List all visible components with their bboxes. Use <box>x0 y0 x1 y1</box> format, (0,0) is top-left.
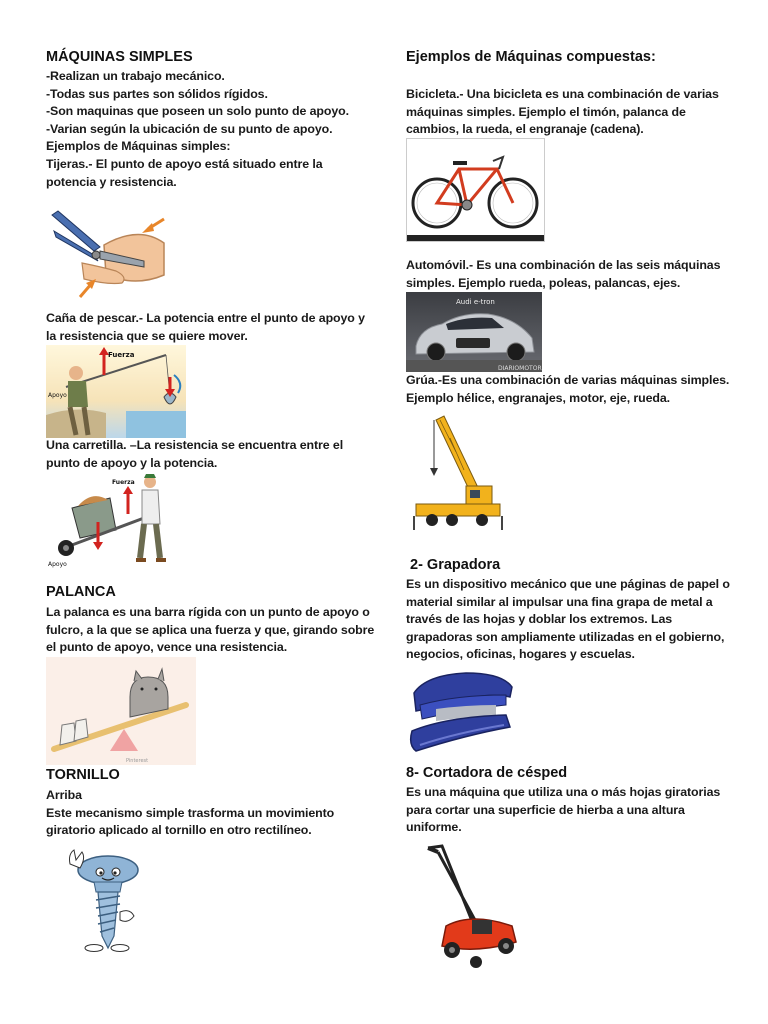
text-line: fulcro, a la que se aplica una fuerza y que, girando sobre <box>46 622 375 637</box>
lever-text <box>46 604 374 657</box>
text-line: Este mecanismo simple trasforma un movimiento <box>46 805 335 820</box>
car-image <box>406 292 542 372</box>
text-line: Grúa.-Es una combinación de varias máquinas simples. <box>406 373 730 387</box>
text-line: Automóvil.- Es una combinación de las seis máquinas <box>406 258 721 272</box>
text-line: potencia y resistencia. <box>46 174 177 189</box>
text-line: -Todas sus partes son sólidos rígidos. <box>46 86 268 101</box>
fishing-support-label: Apoyo <box>48 392 67 399</box>
wheelbarrow-image <box>44 472 174 568</box>
stapler-image <box>406 665 516 760</box>
bike-text <box>406 86 719 139</box>
heading-lever: PALANCA <box>46 584 116 600</box>
text-line: la resistencia que se quiere mover. <box>46 328 248 343</box>
pliers-hand-image <box>44 205 170 301</box>
fishing-force-label: Fuerza <box>108 351 135 359</box>
text-line: -Realizan un trabajo mecánico. <box>46 69 225 83</box>
heading-screw: TORNILLO <box>46 767 120 783</box>
stapler-text <box>406 576 730 664</box>
bicycle-image <box>406 138 545 242</box>
intro-text <box>46 68 349 191</box>
text-line: Caña de pescar.- La potencia entre el punto de apoyo y <box>46 311 365 325</box>
text-line: Ejemplo hélice, engranajes, motor, eje, rueda. <box>406 390 670 405</box>
car-model-label: Audi e-tron <box>456 298 495 306</box>
fishing-text <box>46 310 365 345</box>
car-watermark: DIARIOMOTOR <box>498 365 542 372</box>
text-line: -Varian según la ubicación de su punto de apoyo. <box>46 121 333 136</box>
text-line: punto de apoyo y la potencia. <box>46 455 218 470</box>
lever-image-credit: Pinterest <box>126 758 149 764</box>
text-line: Arriba <box>46 788 82 802</box>
heading-simple-machines: MÁQUINAS SIMPLES <box>46 49 193 65</box>
heading-compound-machines: Ejemplos de Máquinas compuestas: <box>406 49 656 65</box>
text-line: Una carretilla. –La resistencia se encuentra entre el <box>46 438 344 452</box>
mower-text <box>406 784 720 837</box>
heading-lawn-mower: 8- Cortadora de césped <box>406 765 568 781</box>
text-line: negocios, oficinas, hogares y escuelas. <box>406 647 635 662</box>
crane-text <box>406 372 729 407</box>
fishing-rod-image <box>46 345 186 438</box>
wheelbarrow-text <box>46 437 343 472</box>
text-line: cambios, la rueda, el engranaje (cadena). <box>406 122 644 137</box>
wheelbarrow-support-label: Apoyo <box>48 561 67 568</box>
text-line: Tijeras.- El punto de apoyo está situado entre la <box>46 156 323 171</box>
text-line: Es una máquina que utiliza una o más hojas giratorias <box>406 785 721 799</box>
text-line: Es un dispositivo mecánico que une páginas de papel o <box>406 577 730 591</box>
text-line: para cortar una superficie de hierba a una altura <box>406 802 685 817</box>
heading-stapler: 2- Grapadora <box>410 557 501 573</box>
lawn-mower-image <box>416 842 526 970</box>
wheelbarrow-force-label: Fuerza <box>112 479 135 486</box>
crane-image <box>410 412 506 532</box>
text-line: giratorio aplicado al tornillo en otro rectilíneo. <box>46 823 312 838</box>
text-line: -Son maquinas que poseen un solo punto de apoyo. <box>46 104 349 119</box>
text-line: uniforme. <box>406 820 462 835</box>
seesaw-cats-image <box>46 657 196 765</box>
text-line: Ejemplos de Máquinas simples: <box>46 139 231 154</box>
screw-cartoon-image <box>64 848 150 952</box>
text-line: grapadoras son ampliamente utilizadas en el gobierno, <box>406 629 725 644</box>
text-line: Bicicleta.- Una bicicleta es una combinación de varias <box>406 87 719 101</box>
screw-text <box>46 787 334 840</box>
car-text <box>406 257 720 292</box>
text-line: simples. Ejemplo rueda, poleas, palancas, ejes. <box>406 275 681 290</box>
text-line: La palanca es una barra rígida con un punto de apoyo o <box>46 605 370 619</box>
text-line: través de las hojas y doblar los extremos. Las <box>406 612 673 627</box>
text-line: máquinas simples. Ejemplo el timón, palanca de <box>406 104 686 119</box>
text-line: material similar al impulsar una fina grapa de metal a <box>406 594 713 609</box>
text-line: el punto de apoyo, vence una resistencia. <box>46 640 288 655</box>
